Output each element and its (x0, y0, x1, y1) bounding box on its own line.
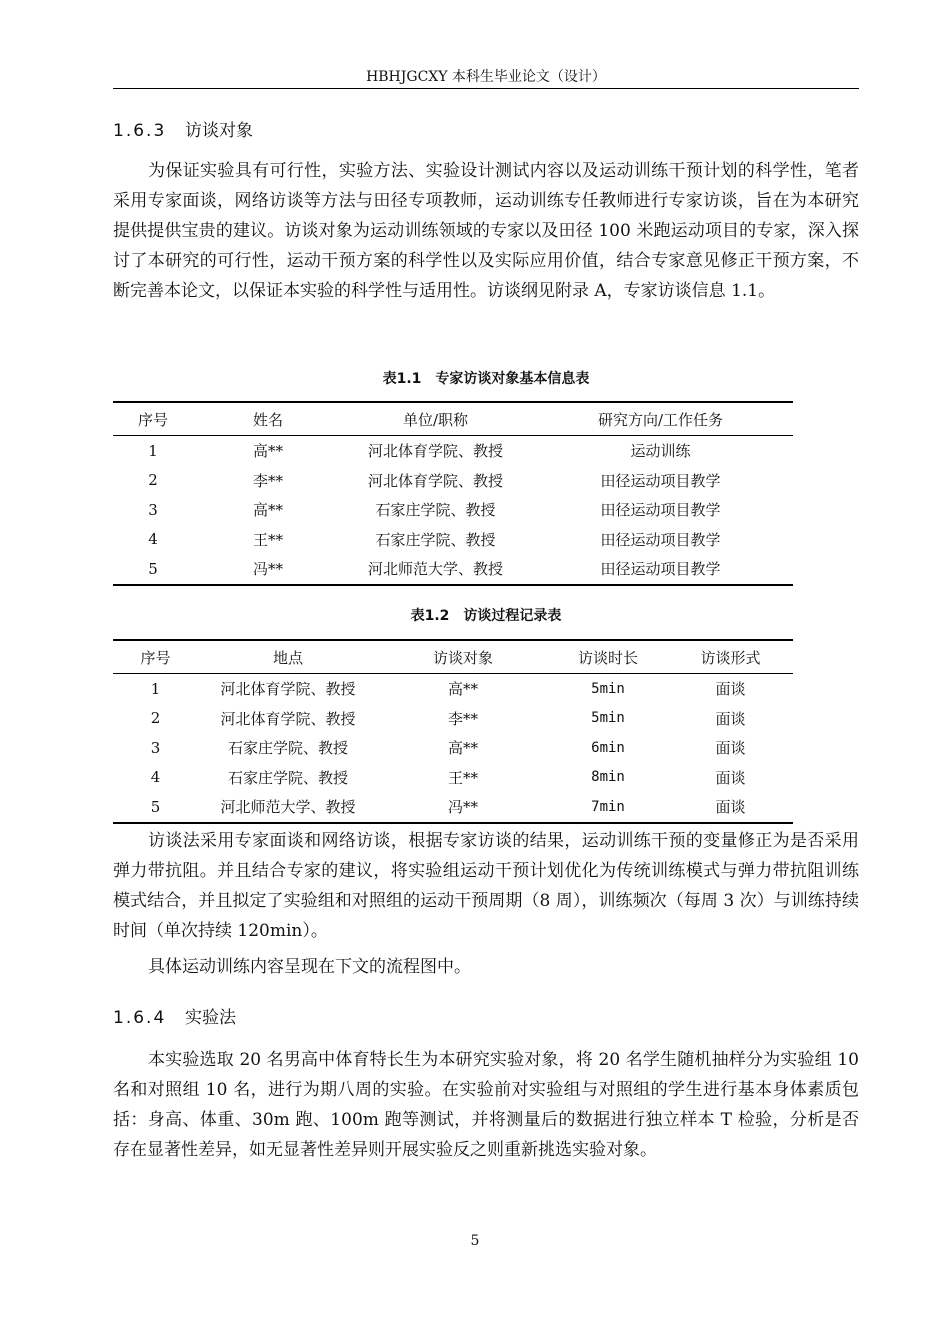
section-heading-1-6-3 (113, 119, 253, 143)
cell-interviewee: 高** (447, 739, 478, 758)
cell-unit: 河北体育学院、教授 (367, 442, 503, 461)
section-heading-1-6-4 (113, 1006, 236, 1030)
col-header-unit: 单位/职称 (343, 402, 528, 436)
col-header-form: 访谈形式 (668, 640, 793, 674)
interview-result-paragraph: 访谈法采用专家面谈和网络访谈，根据专家访谈的结果，运动训练干预的变量修正为是否采用弹力带抗阻。并且结合专家的建议，将实验组运动干预计划优化为传统训练模式与弹力带抗阻训练模式结合，并且拟定了实验组和对照组的运动干预周期（8 周），训练频次（每周 3 次）与训练持续时间（单次持续 120min）。 (113, 831, 859, 941)
cell-location: 河北师范大学、教授 (198, 792, 378, 823)
flowchart-note-paragraph: 具体运动训练内容呈现在下文的流程图中。 (148, 957, 471, 977)
cell-interviewee: 高** (447, 680, 478, 699)
cell-unit: 石家庄学院、教授 (375, 530, 496, 549)
cell-location: 河北体育学院、教授 (220, 680, 356, 699)
cell-duration: 5min (591, 680, 625, 697)
cell-form: 面谈 (715, 709, 746, 728)
table1-caption-number: 表1.1 (382, 371, 422, 387)
cell-unit: 河北体育学院、教授 (367, 471, 503, 490)
interview-record-table (113, 639, 793, 824)
expert-info-table (113, 401, 793, 586)
cell-research: 运动训练 (630, 442, 691, 461)
col-header-duration: 访谈时长 (548, 640, 668, 674)
cell-duration: 5min (591, 710, 625, 727)
cell-name: 高** (252, 442, 283, 461)
cell-unit: 石家庄学院、教授 (375, 501, 496, 520)
col-header-index: 序号 (113, 402, 193, 436)
table-header-row (113, 402, 793, 436)
cell-form: 面谈 (715, 680, 746, 699)
cell-location: 石家庄学院、教授 (227, 739, 348, 758)
cell-research: 田径运动项目教学 (600, 501, 721, 520)
col-header-research: 研究方向/工作任务 (528, 402, 793, 436)
col-header-location: 地点 (198, 640, 378, 674)
page-header: HBHJGCXY 本科生毕业论文（设计） (113, 68, 859, 89)
cell-index: 5 (113, 554, 193, 585)
table-row (113, 554, 793, 585)
cell-form: 面谈 (715, 739, 746, 758)
cell-duration: 7min (548, 792, 668, 823)
cell-research: 田径运动项目教学 (600, 471, 721, 490)
table2-caption-number: 表1.2 (410, 608, 450, 624)
cell-name: 冯** (193, 554, 343, 585)
table-row (113, 466, 793, 496)
table1-caption-title: 专家访谈对象基本信息表 (435, 371, 590, 387)
section-number: 1.6.3 (113, 121, 167, 141)
cell-name: 高** (252, 501, 283, 520)
cell-research: 田径运动项目教学 (528, 554, 793, 585)
table-header-row (113, 640, 793, 674)
table-row (113, 436, 793, 466)
table1-caption (113, 369, 859, 389)
page-number: 5 (470, 1233, 480, 1249)
cell-location: 河北体育学院、教授 (220, 709, 356, 728)
cell-duration: 8min (591, 769, 625, 786)
cell-index: 4 (150, 768, 161, 787)
col-header-name: 姓名 (193, 402, 343, 436)
cell-index: 3 (148, 500, 158, 519)
table-row (113, 792, 793, 823)
table2-caption-title: 访谈过程记录表 (463, 608, 562, 624)
cell-unit: 河北师范大学、教授 (343, 554, 528, 585)
cell-name: 王** (252, 530, 283, 549)
interview-paragraph: 为保证实验具有可行性，实验方法、实验设计测试内容以及运动训练干预计划的科学性，笔者采用专家面谈，网络访谈等方法与田径专项教师，运动训练专任教师进行专家访谈，旨在为本研究提供提供宝贵的建议。访谈对象为运动训练领域的专家以及田径 100 米跑运动项目的专家，深入探讨了本研究的可行性，运动干预方案的科学性以及实际应用价值，结合专家意见修正干预方案，不断完善本论文，以保证本实验的科学性与适用性。访谈纲见附录 A，专家访谈信息 1.1。 (113, 161, 859, 301)
cell-index: 2 (150, 709, 161, 728)
cell-index: 3 (150, 738, 161, 757)
experiment-paragraph: 本实验选取 20 名男高中体育特长生为本研究实验对象，将 20 名学生随机抽样分为实验组 10 名和对照组 10 名，进行为期八周的实验。在实验前对实验组与对照组的学生进行基本身体素质包括：身高、体重、30m 跑、100m 跑等测试，并将测量后的数据进行独立样本 T 检验，分析是否存在显著性差异，如无显著性差异则开展实验反之则重新挑选实验对象。 (113, 1050, 859, 1160)
cell-name: 李** (252, 471, 283, 490)
col-header-interviewee: 访谈对象 (378, 640, 548, 674)
table-row (113, 704, 793, 734)
table-row (113, 495, 793, 525)
cell-index: 4 (148, 530, 158, 549)
cell-interviewee: 李** (447, 709, 478, 728)
cell-form: 面谈 (668, 792, 793, 823)
cell-index: 1 (148, 441, 158, 460)
cell-index: 2 (148, 471, 158, 490)
cell-research: 田径运动项目教学 (600, 530, 721, 549)
table-row (113, 763, 793, 793)
col-header-index: 序号 (113, 640, 198, 674)
table-row (113, 674, 793, 704)
section-title: 实验法 (185, 1008, 236, 1028)
table-row (113, 733, 793, 763)
table2-caption (113, 606, 859, 626)
cell-index: 5 (113, 792, 198, 823)
cell-location: 石家庄学院、教授 (227, 768, 348, 787)
cell-interviewee: 王** (447, 768, 478, 787)
table-row (113, 525, 793, 555)
cell-interviewee: 冯** (378, 792, 548, 823)
section-number: 1.6.4 (113, 1008, 167, 1028)
section-title: 访谈对象 (185, 121, 253, 141)
cell-index: 1 (150, 679, 161, 698)
cell-form: 面谈 (715, 768, 746, 787)
cell-duration: 6min (591, 739, 625, 756)
